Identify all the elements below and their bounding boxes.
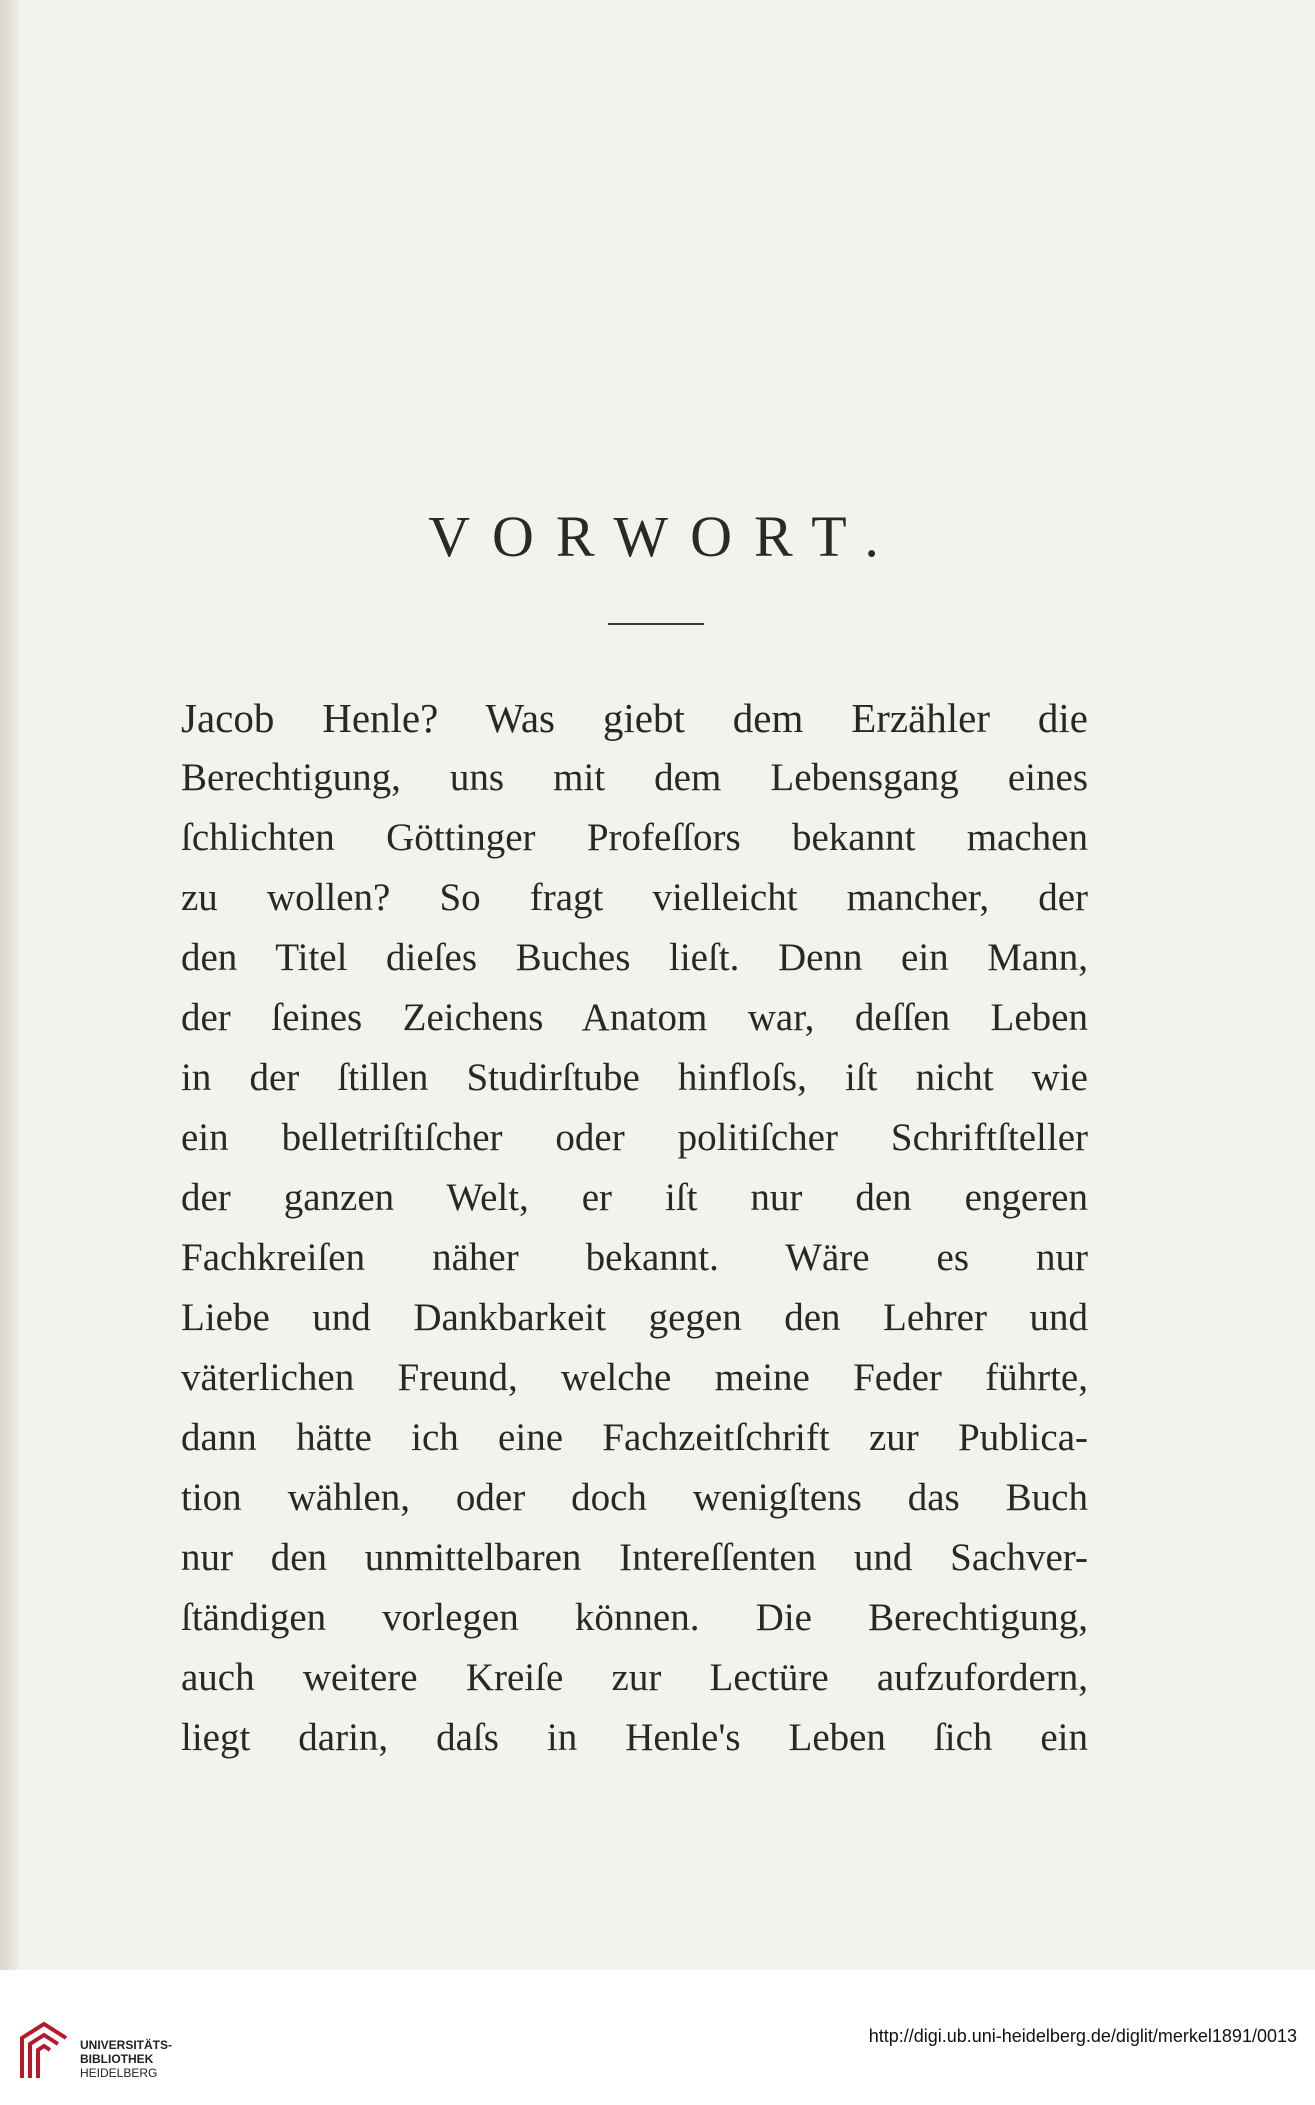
- text-line: ein belletriſtiſcher oder politiſcher Schriftſteller: [181, 1116, 1088, 1159]
- text-line: den Titel dieſes Buches lieſt. Denn ein Mann,: [181, 936, 1088, 979]
- text-line: auch weitere Kreiſe zur Lectüre aufzufordern,: [181, 1656, 1088, 1699]
- source-url[interactable]: http://digi.ub.uni-heidelberg.de/diglit/merkel1891/0013: [868, 2026, 1297, 2046]
- text-line: zu wollen? So fragt vielleicht mancher, der: [181, 876, 1088, 919]
- text-line: der ganzen Welt, er iſt nur den engeren: [181, 1176, 1088, 1219]
- text-line: tion wählen, oder doch wenigſtens das Buch: [181, 1476, 1088, 1519]
- page-edge: [0, 0, 18, 1970]
- text-line: Berechtigung, uns mit dem Lebensgang eines: [181, 756, 1088, 799]
- library-logo-icon: [14, 2018, 74, 2084]
- title-rule: [608, 623, 704, 625]
- body-text: [181, 688, 1088, 1768]
- library-name-line: HEIDELBERG: [80, 2066, 158, 2080]
- text-line: Fachkreiſen näher bekannt. Wäre es nur: [181, 1236, 1088, 1279]
- text-line: nur den unmittelbaren Intereſſenten und Sachver-: [181, 1536, 1088, 1579]
- text-line: liegt darin, daſs in Henle's Leben ſich ein: [181, 1716, 1088, 1759]
- library-name-line: BIBLIOTHEK: [80, 2052, 154, 2066]
- text-line: ſchlichten Göttinger Profeſſors bekannt machen: [181, 816, 1088, 859]
- text-line: ſtändigen vorlegen können. Die Berechtigung,: [181, 1596, 1088, 1639]
- text-line: in der ſtillen Studirſtube hinfloſs, iſt nicht wie: [181, 1056, 1088, 1099]
- library-name: [80, 2038, 172, 2080]
- library-name-line: UNIVERSITÄTS-: [80, 2038, 173, 2052]
- page-title: VORWORT.: [428, 504, 901, 569]
- text-line: Jacob Henle? Was giebt dem Erzähler die: [181, 695, 1088, 741]
- text-line: Liebe und Dankbarkeit gegen den Lehrer und: [181, 1296, 1088, 1339]
- text-line: dann hätte ich eine Fachzeitſchrift zur Publica-: [181, 1416, 1088, 1459]
- text-line: väterlichen Freund, welche meine Feder führte,: [181, 1356, 1088, 1399]
- text-line: der ſeines Zeichens Anatom war, deſſen Leben: [181, 996, 1088, 1039]
